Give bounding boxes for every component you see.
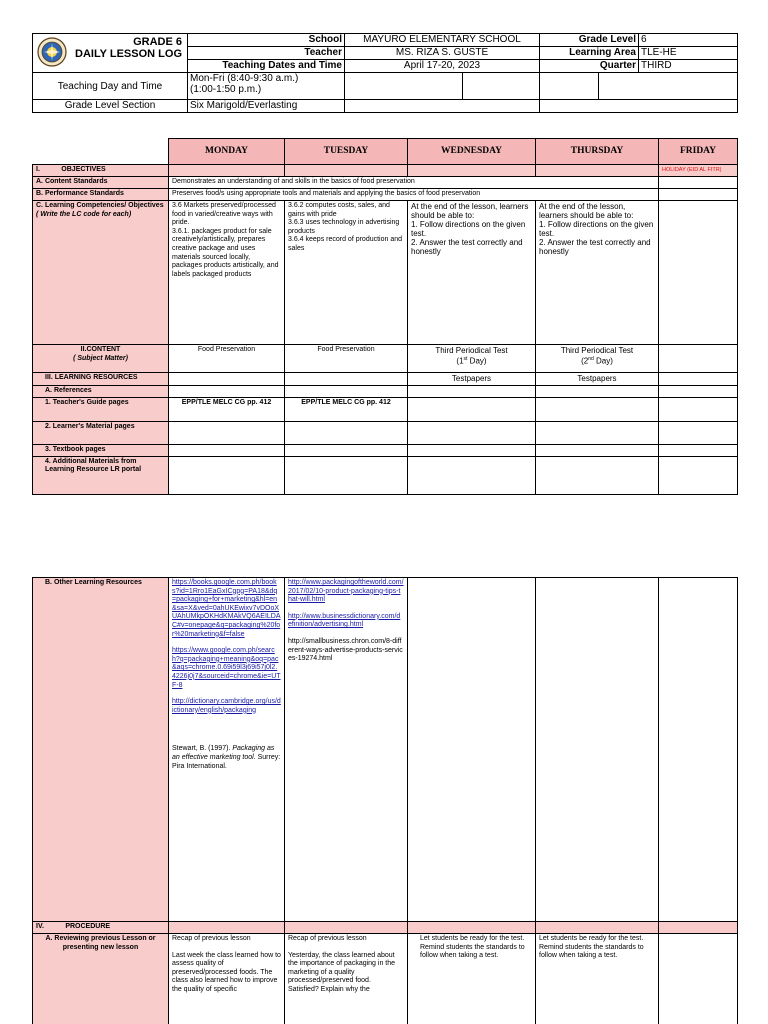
grade-level-value: 6 <box>639 34 738 47</box>
resources-thursday: Testpapers <box>536 373 659 386</box>
references-label: A. References <box>33 386 169 398</box>
day-time-value <box>188 73 345 100</box>
content-tuesday: Food Preservation <box>285 345 408 373</box>
logo-cell <box>33 34 188 73</box>
reviewing-tuesday-text: Yesterday, the class learned about the importance of packaging in the marketing of a quality processed/preserved food. <box>288 951 396 985</box>
other-resources-tuesday <box>285 578 408 922</box>
content-wednesday <box>408 345 536 373</box>
dates-value: April 17-20, 2023 <box>345 60 540 73</box>
teacher-label: Teacher <box>188 47 345 60</box>
teachers-guide-label: 1. Teacher's Guide pages <box>33 397 169 421</box>
school-label: School <box>188 34 345 47</box>
resource-link-business-dictionary[interactable]: http://www.businessdictionary.com/definition/advertising.html <box>288 612 401 629</box>
reviewing-monday <box>169 934 285 1024</box>
day-header-tuesday: TUESDAY <box>285 139 408 165</box>
competencies-wednesday: At the end of the lesson, learners should be able to: 1. Follow directions on the given test. 2. Answer the test correctly and honestly <box>408 201 536 345</box>
day-time-label: Teaching Day and Time <box>33 73 188 100</box>
competencies-tuesday: 3.6.2 computes costs, sales, and gains with pride 3.6.3 uses technology in advertising products 3.6.4 keeps record of production and sales <box>285 201 408 345</box>
content-num: II. <box>80 346 87 353</box>
additional-materials-label: 4. Additional Materials from Learning Resource LR portal <box>33 456 169 494</box>
reviewing-monday-recap: Recap of previous lesson <box>172 935 251 942</box>
section-empty-2 <box>540 100 738 113</box>
resource-citation: Stewart, B. (1997). Packaging as an effective marketing tool. Surrey: Pira International. <box>172 745 281 770</box>
day-header-monday: MONDAY <box>169 139 285 165</box>
content-thursday <box>536 345 659 373</box>
performance-standards-label: B. Performance Standards <box>33 189 169 201</box>
content-label: CONTENT <box>86 346 121 353</box>
teachers-guide-monday: EPP/TLE MELC CG pp. 412 <box>169 397 285 421</box>
section-empty-1 <box>345 100 540 113</box>
learning-area-label: Learning Area <box>540 47 639 60</box>
log-heading: DAILY LESSON LOG <box>75 48 182 60</box>
reviewing-tuesday-text-2: Satisfied? Explain why the <box>288 985 370 993</box>
procedure-label: PROCEDURE <box>65 923 111 930</box>
learning-resources-label: III. LEARNING RESOURCES <box>33 373 169 386</box>
competencies-sub: ( Write the LC code for each) <box>36 210 132 218</box>
procedure-num: IV. <box>36 923 44 930</box>
quarter-value: THIRD <box>639 60 738 73</box>
day-header-friday: FRIDAY <box>659 139 738 165</box>
procedure-heading <box>33 922 169 934</box>
content-wednesday-title: Third Periodical Test <box>435 346 508 355</box>
competencies-monday: 3.6 Markets preserved/processed food in varied/creative ways with pride. 3.6.1. packages product for sale creatively/artistically, prepares creative package and uses materials sourced locally, packages products artistically, and labels packaged products <box>169 201 285 345</box>
grade-heading: GRADE 6 <box>133 36 182 48</box>
header-table <box>32 33 738 113</box>
other-resources-label: B. Other Learning Resources <box>33 578 169 922</box>
other-resources-monday <box>169 578 285 922</box>
resource-link-google-books[interactable]: https://books.google.com.ph/books?id=1Rro1EaGxICgpg=PA18&dq=packaging+for+marketing&hl=en&sa=X&ved=0ahUKEwixv7vDOoXUAhUMkpOKHdKMAkVQ6AEILDAC#v=onepage&q=packaging%20for%20marketing&f=false <box>172 579 281 638</box>
learners-material-label: 2. Learner's Material pages <box>33 421 169 444</box>
reviewing-tuesday <box>285 934 408 1024</box>
school-value: MAYURO ELEMENTARY SCHOOL <box>345 34 540 47</box>
grade-level-label: Grade Level <box>540 34 639 47</box>
resource-link-google-search[interactable]: https://www.google.com.ph/search?q=packaging+meaning&oq=pac&aqs=chrome.0.69i59l3j69i57j0l2.4226j0j7&sourceid=chrome&ie=UTF-8 <box>172 647 281 689</box>
content-standards-value: Demonstrates an understanding of and skills in the basics of food preservation <box>169 177 659 189</box>
reviewing-tuesday-recap: Recap of previous lesson <box>288 935 367 942</box>
day-time-empty-2 <box>540 73 738 100</box>
content-wednesday-day: (1st Day) <box>456 356 487 366</box>
content-monday: Food Preservation <box>169 345 285 373</box>
objectives-heading <box>33 165 169 177</box>
day-time-line-2: (1:00-1:50 p.m.) <box>190 84 262 95</box>
content-sub: ( Subject Matter) <box>73 354 128 362</box>
teacher-value: MS. RIZA S. GUSTE <box>345 47 540 60</box>
resource-url-chron: http://smallbusiness.chron.com/8-different-ways-advertise-products-services-19274.html <box>288 637 403 663</box>
teachers-guide-tuesday: EPP/TLE MELC CG pp. 412 <box>285 397 408 421</box>
content-label-cell <box>33 345 169 373</box>
resources-wednesday: Testpapers <box>408 373 536 386</box>
content-standards-label: A. Content Standards <box>33 177 169 189</box>
section-value: Six Marigold/Everlasting <box>188 100 345 113</box>
corner-cell <box>33 139 169 165</box>
objectives-label: OBJECTIVES <box>61 166 106 173</box>
reviewing-wednesday: Let students be ready for the test. Remind students the standards to follow when taking a test. <box>408 934 536 1024</box>
competencies-thursday: At the end of the lesson, learners should be able to: 1. Follow directions on the given test. 2. Answer the test correctly and honestly <box>536 201 659 345</box>
reviewing-monday-text: Last week the class learned how to assess quality of preserved/processed foods. The class also learned how to improve the quality of specific <box>172 951 281 993</box>
learning-area-value: TLE-HE <box>639 47 738 60</box>
day-header-thursday: THURSDAY <box>536 139 659 165</box>
competencies-label: C. Learning Competencies/ Objectives <box>36 202 164 209</box>
lesson-log-table-page1 <box>32 138 738 495</box>
objectives-num: I. <box>36 166 40 173</box>
friday-holiday-note: HOLIDAY (EID AL FITR) <box>659 165 738 177</box>
section-label: Grade Level Section <box>33 100 188 113</box>
quarter-label: Quarter <box>540 60 639 73</box>
content-thursday-day: (2nd Day) <box>581 356 613 366</box>
textbook-label: 3. Textbook pages <box>33 444 169 456</box>
lesson-log-table-page2 <box>32 577 738 1024</box>
day-header-wednesday: WEDNESDAY <box>408 139 536 165</box>
reviewing-label: A. Reviewing previous Lesson or presenting new lesson <box>33 934 169 1024</box>
resource-link-packaging-world[interactable]: http://www.packagingoftheworld.com/2017/02/10-product-packaging-tips-that-will.html <box>288 579 404 604</box>
day-time-line-1: Mon-Fri (8:40-9:30 a.m.) <box>190 73 299 84</box>
content-thursday-title: Third Periodical Test <box>560 346 634 355</box>
dates-label: Teaching Dates and Time <box>188 60 345 73</box>
competencies-label-cell <box>33 201 169 345</box>
day-time-empty-1 <box>345 73 540 100</box>
performance-standards-value: Preserves food/s using appropriate tools and materials and applying the basics of food preservation <box>169 189 659 201</box>
resource-link-cambridge[interactable]: http://dictionary.cambridge.org/us/dictionary/english/packaging <box>172 698 281 714</box>
reviewing-thursday: Let students be ready for the test. Remind students the standards to follow when taking a test. <box>536 934 659 1024</box>
content-heading <box>36 346 165 355</box>
